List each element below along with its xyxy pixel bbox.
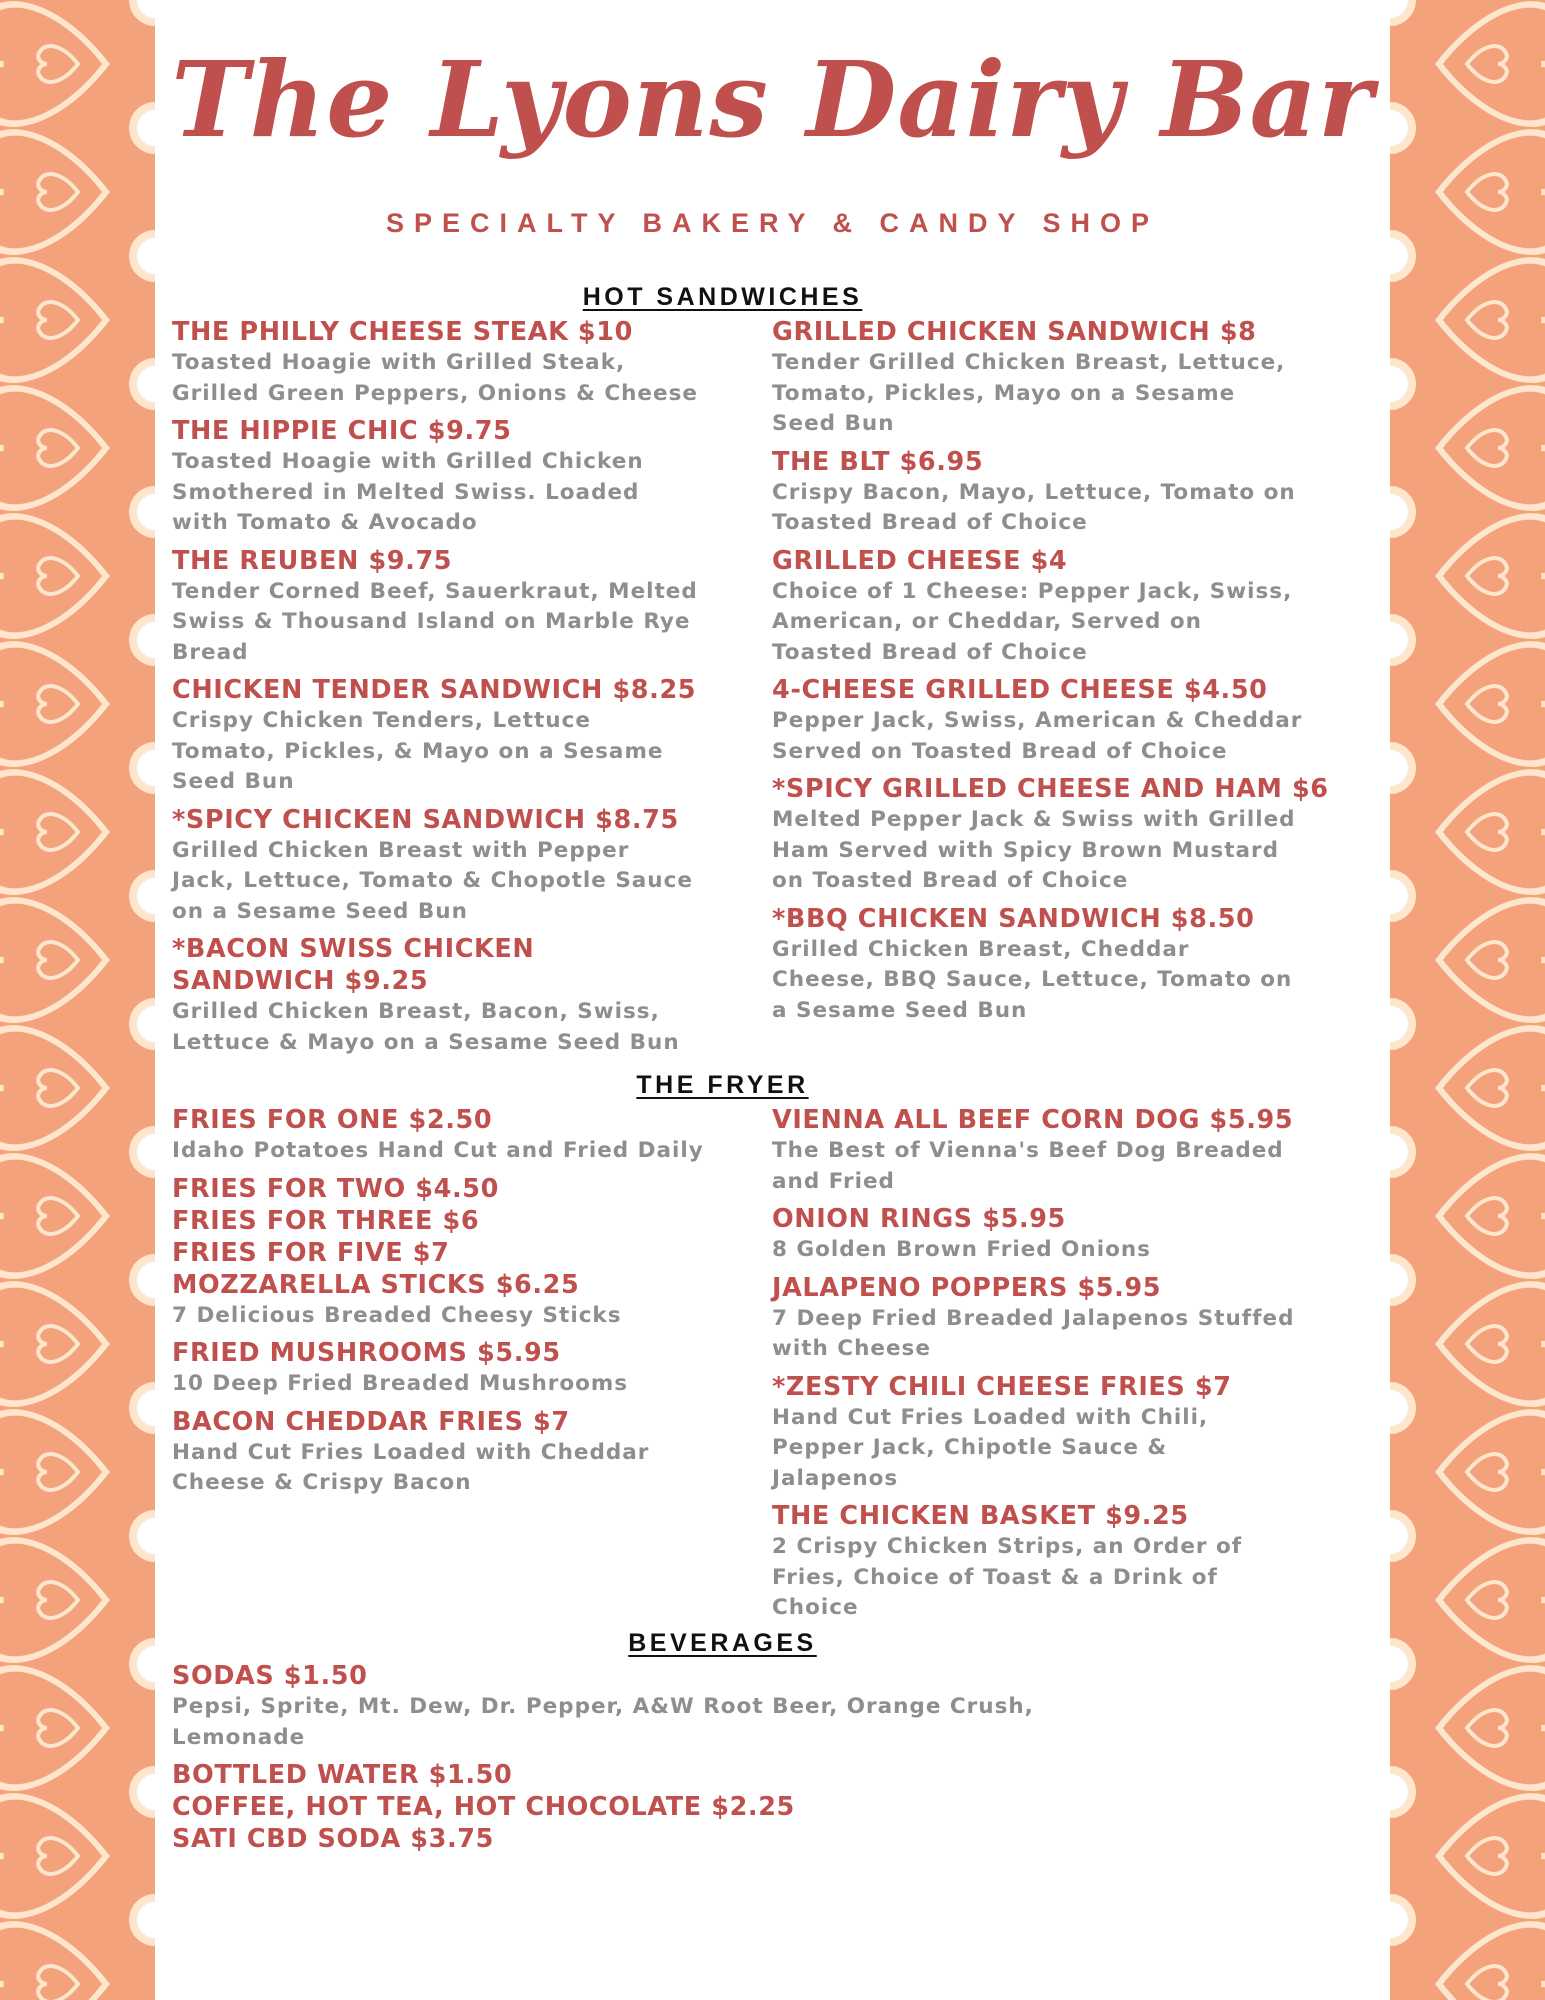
menu-item-description: Bread bbox=[172, 639, 249, 665]
menu-item-name: BOTTLED WATER $1.50 bbox=[172, 1760, 513, 1790]
menu-item-description: Tender Corned Beef, Sauerkraut, Melted bbox=[172, 578, 698, 604]
menu-item-description: 7 Delicious Breaded Cheesy Sticks bbox=[172, 1302, 622, 1328]
menu-item-description: and Fried bbox=[772, 1168, 895, 1194]
menu-item-description: Jalapenos bbox=[772, 1465, 899, 1491]
menu-item bbox=[172, 1660, 1172, 1759]
menu-item-name: FRIES FOR THREE $6 bbox=[172, 1205, 480, 1236]
menu-item-description: Grilled Green Peppers, Onions & Cheese bbox=[172, 380, 698, 406]
menu-item-description: Pepper Jack, Chipotle Sauce & bbox=[772, 1435, 1168, 1460]
menu-item-name: SODAS $1.50 bbox=[172, 1661, 368, 1691]
menu-item bbox=[172, 1269, 772, 1338]
menu-item-description: Tomato, Pickles, Mayo on a Sesame bbox=[772, 380, 1236, 406]
section-heading-beverages: BEVERAGES bbox=[628, 1629, 817, 1657]
menu-item-description: Grilled Chicken Breast with Pepper bbox=[172, 837, 630, 863]
menu-item-name: ONION RINGS $5.95 bbox=[772, 1204, 1066, 1234]
beverages-column bbox=[172, 1660, 1172, 1855]
menu-item-name: MOZZARELLA STICKS $6.25 bbox=[172, 1269, 580, 1300]
menu-item-name-continued: SANDWICH $9.25 bbox=[172, 966, 429, 996]
menu-item-name: THE PHILLY CHEESE STEAK $10 bbox=[172, 317, 633, 347]
menu-item-description: Lemonade bbox=[172, 1724, 306, 1750]
menu-item-description: Cheese & Crispy Bacon bbox=[172, 1470, 472, 1495]
menu-item-name: BACON CHEDDAR FRIES $7 bbox=[172, 1406, 570, 1437]
menu-item-name: *BACON SWISS CHICKEN bbox=[172, 934, 535, 964]
menu-item-name: THE HIPPIE CHIC $9.75 bbox=[172, 416, 512, 446]
fryer-left-column bbox=[172, 1104, 772, 1505]
menu-item-description: 7 Deep Fried Breaded Jalapenos Stuffed bbox=[772, 1305, 1295, 1331]
menu-item-description: American, or Cheddar, Served on bbox=[772, 609, 1202, 634]
menu-item bbox=[172, 1759, 1172, 1791]
menu-item-name: FRIES FOR FIVE $7 bbox=[172, 1237, 450, 1268]
menu-item bbox=[772, 773, 1372, 903]
menu-item bbox=[172, 1337, 772, 1406]
menu-item-description: Tomato, Pickles, & Mayo on a Sesame bbox=[172, 738, 664, 764]
menu-item bbox=[172, 1104, 772, 1173]
menu-item bbox=[772, 1272, 1372, 1371]
menu-item-description: Crispy Bacon, Mayo, Lettuce, Tomato on bbox=[772, 479, 1296, 505]
menu-item-name: JALAPENO POPPERS $5.95 bbox=[772, 1272, 1162, 1303]
hot-sandwiches-left-column bbox=[172, 316, 772, 1064]
menu-item-description: Pepper Jack, Swiss, American & Cheddar bbox=[772, 708, 1303, 733]
menu-item-description: Pepsi, Sprite, Mt. Dew, Dr. Pepper, A&W Root Beer, Orange Crush, bbox=[172, 1694, 1034, 1719]
menu-item-description: Seed Bun bbox=[172, 769, 295, 794]
menu-item-description: Lettuce & Mayo on a Sesame Seed Bun bbox=[172, 1029, 680, 1055]
hot-sandwiches-right-column bbox=[772, 316, 1372, 1032]
menu-item bbox=[172, 804, 772, 934]
menu-item-name: COFFEE, HOT TEA, HOT CHOCOLATE $2.25 bbox=[172, 1792, 795, 1822]
menu-item bbox=[772, 1203, 1372, 1272]
section-heading-fryer: THE FRYER bbox=[636, 1071, 809, 1099]
menu-item-description: Toasted Bread of Choice bbox=[772, 510, 1088, 535]
menu-item-description: Hand Cut Fries Loaded with Cheddar bbox=[172, 1439, 650, 1465]
menu-item bbox=[172, 1237, 772, 1269]
menu-item-description: Toasted Bread of Choice bbox=[772, 639, 1088, 665]
menu-item-description: Choice of 1 Cheese: Pepper Jack, Swiss, bbox=[772, 578, 1293, 604]
menu-item bbox=[772, 903, 1372, 1033]
menu-item-description: on a Sesame Seed Bun bbox=[172, 898, 468, 924]
menu-item-name: *ZESTY CHILI CHEESE FRIES $7 bbox=[772, 1371, 1232, 1402]
menu-item bbox=[172, 1791, 1172, 1823]
menu-item-description: Crispy Chicken Tenders, Lettuce bbox=[172, 708, 591, 733]
menu-item bbox=[172, 933, 772, 1064]
menu-item-description: The Best of Vienna's Beef Dog Breaded bbox=[772, 1138, 1284, 1163]
menu-item-name: VIENNA ALL BEEF CORN DOG $5.95 bbox=[772, 1105, 1294, 1135]
menu-item-description: 10 Deep Fried Breaded Mushrooms bbox=[172, 1371, 629, 1396]
menu-item bbox=[772, 1500, 1372, 1630]
menu-item-name: FRIES FOR TWO $4.50 bbox=[172, 1173, 499, 1204]
menu-item-name: GRILLED CHICKEN SANDWICH $8 bbox=[772, 317, 1257, 347]
menu-item bbox=[772, 446, 1372, 545]
menu-item-description: with Cheese bbox=[772, 1336, 931, 1361]
menu-item bbox=[772, 316, 1372, 446]
menu-item bbox=[772, 1371, 1372, 1501]
menu-item-description: Tender Grilled Chicken Breast, Lettuce, bbox=[772, 350, 1286, 375]
section-heading-hot-sandwiches: HOT SANDWICHES bbox=[582, 283, 863, 311]
menu-item-description: Grilled Chicken Breast, Cheddar bbox=[772, 936, 1190, 962]
menu-item bbox=[172, 316, 772, 415]
menu-item-description: Smothered in Melted Swiss. Loaded bbox=[172, 479, 640, 505]
menu-item-description: 8 Golden Brown Fried Onions bbox=[772, 1237, 1151, 1262]
menu-item bbox=[172, 1823, 1172, 1855]
menu-item bbox=[772, 674, 1372, 773]
menu-item-name: FRIED MUSHROOMS $5.95 bbox=[172, 1338, 561, 1368]
menu-item bbox=[172, 674, 772, 804]
fryer-right-column bbox=[772, 1104, 1372, 1630]
menu-item-name: 4-CHEESE GRILLED CHEESE $4.50 bbox=[772, 675, 1268, 705]
menu-item-name: *SPICY CHICKEN SANDWICH $8.75 bbox=[172, 804, 679, 835]
menu-item-description: Swiss & Thousand Island on Marble Rye bbox=[172, 609, 691, 634]
page-subtitle: SPECIALTY BAKERY & CANDY SHOP bbox=[385, 208, 1160, 238]
menu-item bbox=[172, 1173, 772, 1205]
menu-item-description: a Sesame Seed Bun bbox=[772, 997, 1028, 1023]
menu-item-name: THE REUBEN $9.75 bbox=[172, 545, 453, 576]
menu-item-name: CHICKEN TENDER SANDWICH $8.25 bbox=[172, 675, 697, 705]
menu-item-description: Cheese, BBQ Sauce, Lettuce, Tomato on bbox=[772, 967, 1293, 992]
menu-item-name: SATI CBD SODA $3.75 bbox=[172, 1824, 494, 1854]
menu-item-description: 2 Crispy Chicken Strips, an Order of bbox=[772, 1534, 1243, 1559]
menu-item-name: THE CHICKEN BASKET $9.25 bbox=[772, 1501, 1189, 1531]
menu-item-name: GRILLED CHEESE $4 bbox=[772, 545, 1068, 576]
menu-item-description: Hand Cut Fries Loaded with Chili, bbox=[772, 1404, 1209, 1430]
menu-item-description: on Toasted Bread of Choice bbox=[772, 868, 1129, 893]
menu-item-description: Seed Bun bbox=[772, 411, 895, 436]
menu-item-description: Fries, Choice of Toast & a Drink of bbox=[772, 1564, 1218, 1590]
menu-item-name: THE BLT $6.95 bbox=[772, 446, 984, 477]
menu-item bbox=[172, 1205, 772, 1237]
menu-item-description: Toasted Hoagie with Grilled Steak, bbox=[172, 350, 626, 375]
menu-item-description: Grilled Chicken Breast, Bacon, Swiss, bbox=[172, 999, 660, 1024]
menu-item-description: Choice bbox=[772, 1595, 859, 1620]
menu-item-name: *SPICY GRILLED CHEESE AND HAM $6 bbox=[772, 774, 1329, 804]
menu-item-description: Served on Toasted Bread of Choice bbox=[772, 738, 1228, 764]
page-title: The Lyons Dairy Bar bbox=[171, 38, 1374, 161]
menu-item bbox=[172, 1406, 772, 1505]
menu-item bbox=[172, 545, 772, 675]
menu-item bbox=[172, 415, 772, 545]
menu-item-description: Toasted Hoagie with Grilled Chicken bbox=[172, 449, 644, 474]
menu-item-name: FRIES FOR ONE $2.50 bbox=[172, 1105, 493, 1135]
menu-item-description: with Tomato & Avocado bbox=[172, 510, 478, 535]
menu-item-description: Ham Served with Spicy Brown Mustard bbox=[772, 837, 1280, 863]
menu-item-description: Idaho Potatoes Hand Cut and Fried Daily bbox=[172, 1138, 704, 1163]
menu-item-description: Jack, Lettuce, Tomato & Chopotle Sauce bbox=[172, 868, 693, 893]
menu-item bbox=[772, 1104, 1372, 1203]
menu-item-name: *BBQ CHICKEN SANDWICH $8.50 bbox=[772, 903, 1255, 934]
menu-item bbox=[772, 545, 1372, 675]
menu-item-description: Melted Pepper Jack & Swiss with Grilled bbox=[772, 807, 1296, 832]
